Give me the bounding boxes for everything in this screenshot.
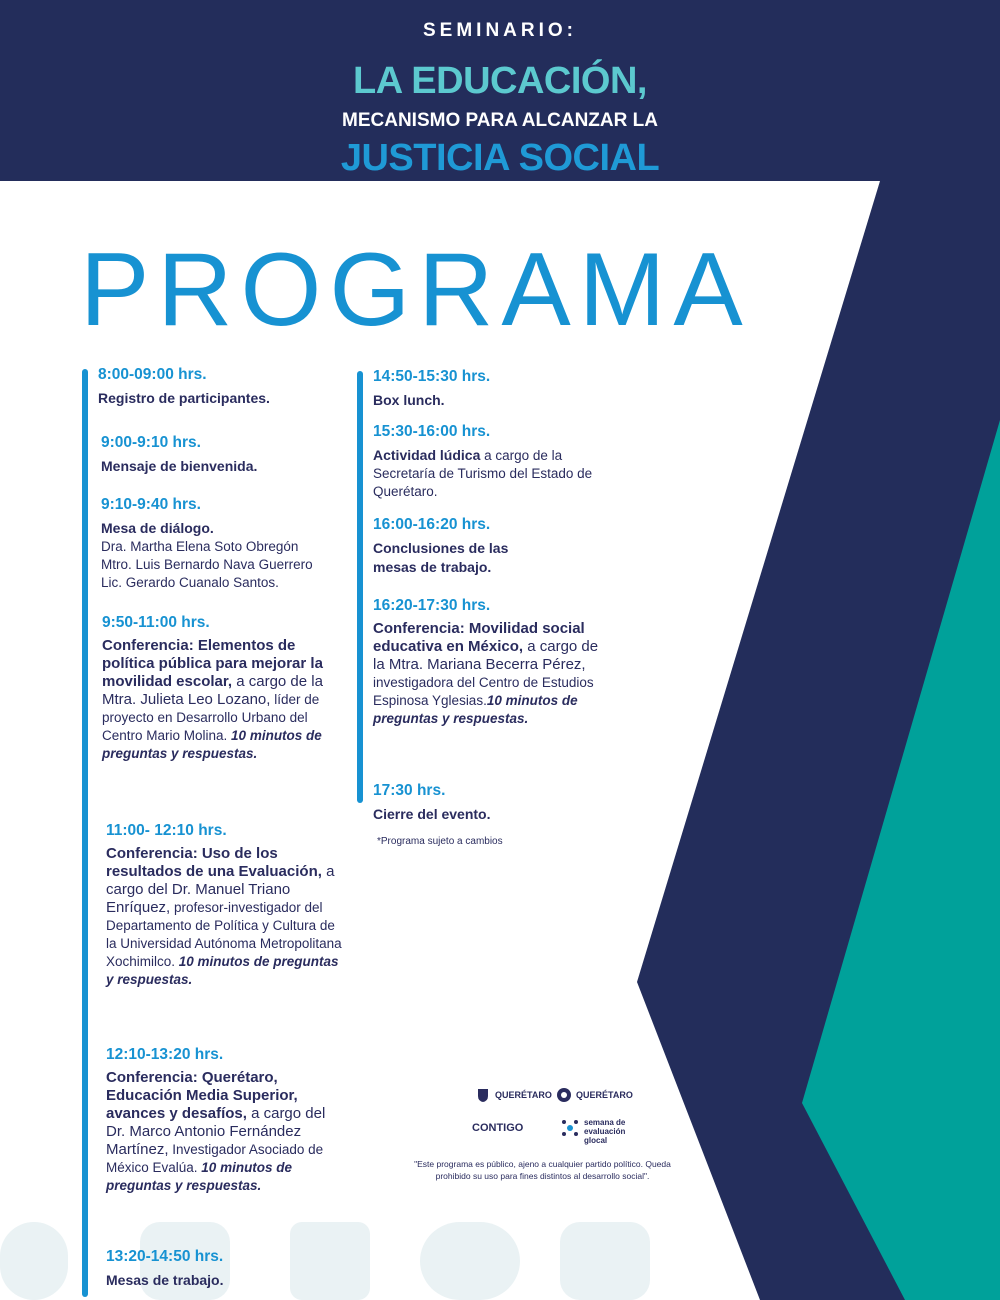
agenda-time: 11:00- 12:10 hrs. (106, 822, 227, 839)
logo-text: glocal (584, 1136, 608, 1145)
timeline-right (357, 371, 363, 803)
qa-note: 10 minutos de preguntas y respuestas. (106, 954, 339, 987)
agenda-title: Mesa de diálogo. (101, 520, 214, 536)
speaker-role: profesor-investigador del Departamento de Política y Cultura de la Universidad Autónoma Metropolitana Xochimilco. (106, 900, 342, 969)
agenda-item (102, 614, 332, 763)
agenda-time: 9:50-11:00 hrs. (102, 614, 210, 631)
agenda-item (106, 1046, 334, 1195)
speaker: a cargo del Dr. Manuel Triano Enríquez, (106, 863, 335, 916)
panelist: Lic. Gerardo Cuanalo Santos. (101, 575, 279, 590)
agenda-time: 12:10-13:20 hrs. (106, 1046, 224, 1063)
programa-title: PROGRAMA (80, 232, 751, 348)
agenda-item (373, 782, 613, 824)
agenda-item (373, 423, 605, 501)
speaker: a cargo de la Mtra. Julieta Leo Lozano, (102, 673, 323, 708)
speaker: a cargo de la Mtra. Mariana Becerra Pérez, (373, 638, 599, 673)
agenda-time: 14:50-15:30 hrs. (373, 368, 491, 385)
agenda-time: 17:30 hrs. (373, 782, 446, 799)
speaker-role: Investigador Asociado de México Evalúa. (106, 1142, 324, 1175)
agenda-title: Conferencia: Elementos de política pública para mejorar la movilidad escolar, (102, 637, 323, 690)
title-line-2: MECANISMO PARA ALCANZAR LA (342, 110, 658, 131)
change-note: *Programa sujeto a cambios (377, 836, 503, 847)
title-line-1: LA EDUCACIÓN, (353, 60, 647, 102)
semana-evaluacion-logo (560, 1118, 625, 1145)
title-line-3: JUSTICIA SOCIAL (340, 137, 660, 179)
panelist: Dra. Martha Elena Soto Obregón (101, 539, 299, 554)
agenda-item (106, 1248, 356, 1290)
agenda-time: 9:10-9:40 hrs. (101, 496, 201, 513)
agenda-detail: a cargo de la Secretaría de Turismo del Estado de Querétaro. (373, 448, 593, 499)
agenda-title: Conferencia: Uso de los resultados de una Evaluación, (106, 845, 322, 880)
agenda-time: 16:00-16:20 hrs. (373, 516, 491, 533)
agenda-time: 15:30-16:00 hrs. (373, 423, 491, 440)
agenda-time: 16:20-17:30 hrs. (373, 597, 491, 614)
queretaro-poder-logo (475, 1087, 552, 1103)
speaker-role: líder de proyecto en Desarrollo Urbano del Centro Mario Molina. (102, 692, 320, 743)
agenda-item (106, 822, 342, 989)
agenda-time: 13:20-14:50 hrs. (106, 1248, 224, 1265)
qa-note: 10 minutos de preguntas y respuestas. (106, 1160, 293, 1193)
speaker-role: investigadora del Centro de Estudios Espinosa Yglesias. (373, 675, 594, 708)
agenda-item (373, 368, 613, 410)
seminario-label: SEMINARIO: (423, 20, 577, 41)
logo-text: QUERÉTARO (576, 1090, 633, 1100)
header (0, 0, 1000, 180)
speaker: a cargo del Dr. Marco Antonio Fernández Martínez, (106, 1105, 326, 1158)
agenda-time: 9:00-9:10 hrs. (101, 434, 201, 451)
agenda-time: 8:00-09:00 hrs. (98, 366, 207, 383)
agenda-title: Conferencia: Movilidad social educativa en México, (373, 620, 585, 655)
network-icon (560, 1118, 580, 1138)
agenda-title: Mensaje de bienvenida. (101, 458, 258, 474)
agenda-title: Box lunch. (373, 392, 445, 408)
logo-text: semana de (584, 1118, 626, 1127)
agenda-title: Mesas de trabajo. (106, 1272, 224, 1288)
disclaimer: "Este programa es público, ajeno a cualquier partido político. Queda prohibido su uso para fines distintos al desarrollo social". (414, 1159, 671, 1181)
queretaro-gobierno-logo (556, 1087, 633, 1103)
agenda-item (101, 496, 351, 592)
agenda-title: Conferencia: Querétaro, Educación Media Superior, avances y desafíos, (106, 1069, 298, 1122)
agenda-title: Registro de participantes. (98, 390, 270, 406)
agenda-title: Cierre del evento. (373, 806, 491, 822)
agenda-item (101, 434, 351, 476)
contigo-logo (472, 1122, 523, 1134)
qa-note: 10 minutos de preguntas y respuestas. (373, 693, 578, 726)
logo-text: evaluación (584, 1127, 626, 1136)
timeline-left (82, 369, 88, 1297)
agenda-item (373, 516, 543, 577)
agenda-item (98, 366, 348, 408)
logo-text: QUERÉTARO (495, 1090, 552, 1100)
agenda-title: Actividad lúdica (373, 447, 481, 463)
shield-icon (475, 1087, 491, 1103)
agenda-title: Conclusiones de las mesas de trabajo. (373, 540, 509, 575)
q-mark-icon (556, 1087, 572, 1103)
panelist: Mtro. Luis Bernardo Nava Guerrero (101, 557, 313, 572)
logo-text: CONTIGO (472, 1122, 524, 1134)
agenda-item (373, 597, 608, 728)
qa-note: 10 minutos de preguntas y respuestas. (102, 728, 322, 761)
